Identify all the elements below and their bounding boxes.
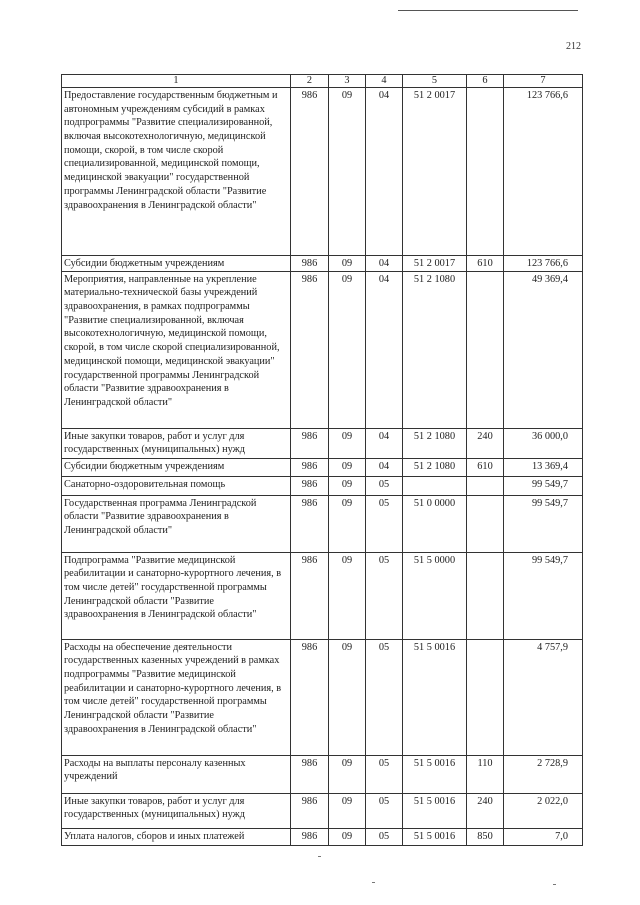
cell-expense-type (467, 639, 504, 755)
cell-expense-type (467, 552, 504, 639)
table-row (62, 639, 583, 755)
cell-target-article: 51 5 0016 (403, 639, 467, 755)
cell-section: 09 (329, 476, 366, 495)
cell-section: 09 (329, 793, 366, 828)
cell-expense-type: 240 (467, 793, 504, 828)
scan-artifact-line (398, 10, 578, 11)
table-row (62, 495, 583, 552)
cell-subsection: 05 (366, 755, 403, 793)
cell-amount: 123 766,6 (504, 256, 583, 272)
cell-target-article: 51 5 0000 (403, 552, 467, 639)
cell-target-article: 51 2 1080 (403, 428, 467, 458)
cell-subsection: 05 (366, 495, 403, 552)
table-row (62, 552, 583, 639)
cell-subsection: 05 (366, 552, 403, 639)
cell-amount: 2 022,0 (504, 793, 583, 828)
cell-ministry: 986 (291, 552, 329, 639)
budget-table (61, 74, 583, 846)
cell-target-article: 51 5 0016 (403, 755, 467, 793)
cell-target-article (403, 476, 467, 495)
cell-target-article: 51 5 0016 (403, 793, 467, 828)
cell-subsection: 05 (366, 793, 403, 828)
cell-target-article: 51 2 1080 (403, 271, 467, 428)
cell-section: 09 (329, 271, 366, 428)
cell-target-article: 51 2 0017 (403, 256, 467, 272)
cell-target-article: 51 5 0016 (403, 828, 467, 845)
table-row (62, 793, 583, 828)
cell-amount: 7,0 (504, 828, 583, 845)
row-name: Иные закупки товаров, работ и услуг для государственных (муниципальных) нужд (62, 428, 291, 458)
scan-speck (553, 884, 556, 885)
table-header-row (62, 75, 583, 88)
row-name: Субсидии бюджетным учреждениям (62, 458, 291, 476)
cell-amount: 36 000,0 (504, 428, 583, 458)
page-number: 212 (566, 41, 581, 52)
cell-amount: 123 766,6 (504, 88, 583, 256)
table-row (62, 755, 583, 793)
cell-section: 09 (329, 428, 366, 458)
table-row (62, 88, 583, 256)
row-name: Санаторно-оздоровительная помощь (62, 476, 291, 495)
scan-speck (372, 882, 375, 883)
row-name: Субсидии бюджетным учреждениям (62, 256, 291, 272)
cell-target-article: 51 2 1080 (403, 458, 467, 476)
cell-section: 09 (329, 256, 366, 272)
row-name: Расходы на выплаты персоналу казенных учреждений (62, 755, 291, 793)
cell-expense-type (467, 476, 504, 495)
header-cell: 2 (291, 75, 329, 88)
cell-ministry: 986 (291, 755, 329, 793)
cell-subsection: 05 (366, 639, 403, 755)
cell-amount: 13 369,4 (504, 458, 583, 476)
row-name: Расходы на обеспечение деятельности государственных казенных учреждений в рамках подпрограммы "Развитие медицинской реабилитации и санаторно-курортного лечения, в том числе детей" государственной программы Ленинградской области "Развитие здравоохранения в Ленинградской области" (62, 639, 291, 755)
cell-expense-type: 240 (467, 428, 504, 458)
cell-amount: 49 369,4 (504, 271, 583, 428)
cell-expense-type (467, 88, 504, 256)
table-row (62, 458, 583, 476)
cell-ministry: 986 (291, 828, 329, 845)
cell-subsection: 05 (366, 828, 403, 845)
cell-section: 09 (329, 552, 366, 639)
cell-ministry: 986 (291, 458, 329, 476)
row-name: Подпрограмма "Развитие медицинской реабилитации и санаторно-курортного лечения, в том числе детей" государственной программы Ленинградской области "Развитие здравоохранения в Ленинградской области" (62, 552, 291, 639)
header-cell: 3 (329, 75, 366, 88)
cell-subsection: 04 (366, 88, 403, 256)
cell-expense-type (467, 495, 504, 552)
cell-expense-type: 610 (467, 458, 504, 476)
cell-amount: 2 728,9 (504, 755, 583, 793)
cell-subsection: 04 (366, 458, 403, 476)
cell-ministry: 986 (291, 428, 329, 458)
cell-section: 09 (329, 755, 366, 793)
row-name: Государственная программа Ленинградской области "Развитие здравоохранения в Ленинградской области" (62, 495, 291, 552)
row-name: Мероприятия, направленные на укрепление материально-технической базы учреждений здравоохранения, в рамках подпрограммы "Развитие специализированной, включая высокотехнологичную, медицинской помощи, скорой, в том числе скорой специализированной, медицинской помощи, медицинской эвакуации" государственной программы Ленинградской области "Развитие здравоохранения в Ленинградской области" (62, 271, 291, 428)
cell-subsection: 04 (366, 256, 403, 272)
cell-expense-type: 850 (467, 828, 504, 845)
header-cell: 1 (62, 75, 291, 88)
table-row (62, 828, 583, 845)
cell-amount: 99 549,7 (504, 495, 583, 552)
cell-subsection: 04 (366, 428, 403, 458)
cell-ministry: 986 (291, 88, 329, 256)
cell-section: 09 (329, 88, 366, 256)
row-name: Иные закупки товаров, работ и услуг для государственных (муниципальных) нужд (62, 793, 291, 828)
cell-expense-type: 610 (467, 256, 504, 272)
header-cell: 5 (403, 75, 467, 88)
cell-section: 09 (329, 639, 366, 755)
header-cell: 4 (366, 75, 403, 88)
cell-target-article: 51 2 0017 (403, 88, 467, 256)
cell-ministry: 986 (291, 271, 329, 428)
header-cell: 6 (467, 75, 504, 88)
row-name: Предоставление государственным бюджетным и автономным учреждениям субсидий в рамках подпрограммы "Развитие специализированной, включая высокотехнологичную, медицинской помощи, скорой, в том числе скорой специализированной, медицинской помощи, медицинской эвакуации" государственной программы Ленинградской области "Развитие здравоохранения в Ленинградской области" (62, 88, 291, 256)
cell-section: 09 (329, 458, 366, 476)
table-row (62, 428, 583, 458)
cell-amount: 99 549,7 (504, 476, 583, 495)
cell-amount: 99 549,7 (504, 552, 583, 639)
cell-ministry: 986 (291, 256, 329, 272)
cell-ministry: 986 (291, 495, 329, 552)
header-cell: 7 (504, 75, 583, 88)
cell-amount: 4 757,9 (504, 639, 583, 755)
cell-subsection: 05 (366, 476, 403, 495)
cell-section: 09 (329, 828, 366, 845)
cell-expense-type (467, 271, 504, 428)
cell-target-article: 51 0 0000 (403, 495, 467, 552)
table-row (62, 271, 583, 428)
cell-expense-type: 110 (467, 755, 504, 793)
cell-ministry: 986 (291, 639, 329, 755)
row-name: Уплата налогов, сборов и иных платежей (62, 828, 291, 845)
cell-ministry: 986 (291, 793, 329, 828)
table-row (62, 256, 583, 272)
cell-ministry: 986 (291, 476, 329, 495)
scan-speck (318, 856, 321, 857)
cell-subsection: 04 (366, 271, 403, 428)
cell-section: 09 (329, 495, 366, 552)
table-row (62, 476, 583, 495)
